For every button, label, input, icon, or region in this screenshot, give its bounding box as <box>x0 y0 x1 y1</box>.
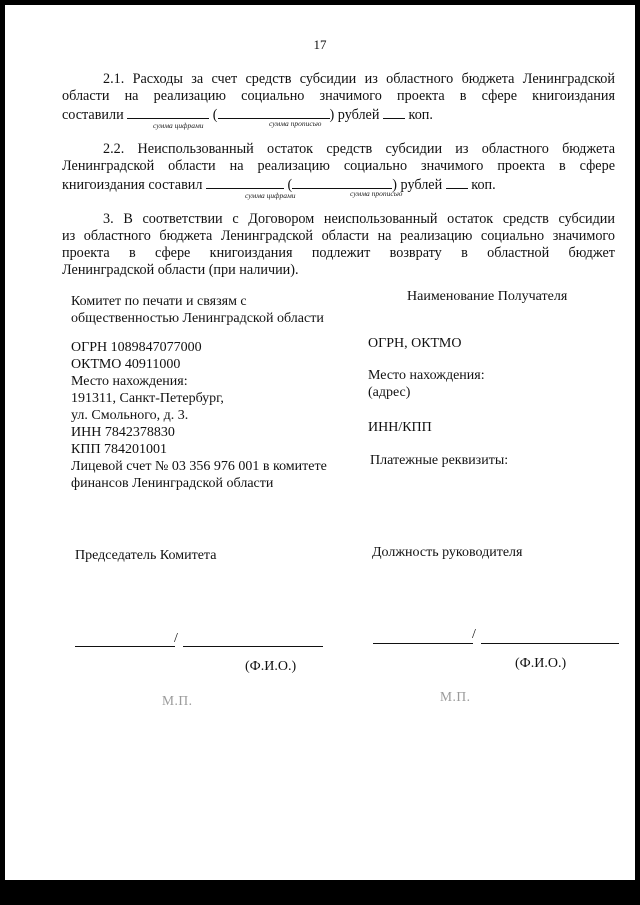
left-oktmo: ОКТМО 40911000 <box>71 357 181 372</box>
sum-digits-field[interactable] <box>206 175 284 189</box>
section-2-2-prefix: книгоиздания составил <box>62 177 203 193</box>
left-stamp-placeholder: М.П. <box>162 693 193 708</box>
caption-sum-words: сумма прописью <box>350 189 403 198</box>
left-address-line-1: 191311, Санкт-Петербург, <box>71 391 224 406</box>
section-2-1-line-2: области на реализацию социально значимого проекта в сфере книгоиздания <box>62 88 615 104</box>
right-signature-slash: / <box>472 627 476 642</box>
kopecks-field[interactable] <box>446 175 468 189</box>
caption-sum-words: сумма прописью <box>269 119 322 128</box>
right-inn-kpp: ИНН/КПП <box>368 420 432 435</box>
left-kpp: КПП 784201001 <box>71 442 168 457</box>
caption-sum-digits: сумма цифрами <box>153 121 204 130</box>
left-account-line-2: финансов Ленинградской области <box>71 476 274 491</box>
paren-close: ) <box>329 107 335 123</box>
rubles-label: рублей <box>400 177 443 193</box>
right-fio-line[interactable] <box>481 643 619 644</box>
left-fio-caption: (Ф.И.О.) <box>245 659 297 674</box>
paren-open: ( <box>212 107 218 123</box>
left-party-name-line-1: Комитет по печати и связям с <box>71 294 247 309</box>
right-location-label: Место нахождения: <box>368 368 485 383</box>
right-stamp-placeholder: М.П. <box>440 689 471 704</box>
sum-words-field[interactable] <box>218 105 330 119</box>
section-2-2-line-1: 2.2. Неиспользованный остаток средств субсидии из областного бюджета <box>103 141 615 157</box>
page-number: 17 <box>313 37 327 52</box>
section-2-1-line-1: 2.1. Расходы за счет средств субсидии из областного бюджета Ленинградской <box>103 71 615 87</box>
section-3-line-4: Ленинградской области (при наличии). <box>62 262 299 278</box>
section-2-1-prefix: составили <box>62 107 124 123</box>
left-fio-line[interactable] <box>183 646 323 647</box>
rubles-label: рублей <box>337 107 380 123</box>
section-3-line-3: проекта в сфере книгоиздания подлежит возврату в областной бюджет <box>62 245 615 261</box>
right-address: (адрес) <box>368 385 411 400</box>
kopecks-label: коп. <box>471 177 496 193</box>
right-fio-caption: (Ф.И.О.) <box>515 656 567 671</box>
left-party-name-line-2: общественностью Ленинградской области <box>71 311 324 326</box>
section-2-2-line-2: Ленинградской области на реализацию социально значимого проекта в сфере <box>62 158 615 174</box>
left-signature-line[interactable] <box>75 646 175 647</box>
kopecks-field[interactable] <box>383 105 405 119</box>
right-party-name: Наименование Получателя <box>407 289 568 304</box>
section-2-1-line-3 <box>62 105 433 124</box>
document-page <box>5 5 635 880</box>
caption-sum-digits: сумма цифрами <box>245 191 296 200</box>
left-address-line-2: ул. Смольного, д. 3. <box>71 408 189 423</box>
left-signatory-title: Председатель Комитета <box>75 548 217 563</box>
right-ogrn-oktmo: ОГРН, ОКТМО <box>368 336 462 351</box>
left-signature-slash: / <box>174 631 178 646</box>
paren-close: ) <box>392 177 397 193</box>
kopecks-label: коп. <box>408 107 433 123</box>
right-signature-line[interactable] <box>373 643 473 644</box>
sum-words-field[interactable] <box>292 175 392 189</box>
sum-digits-field[interactable] <box>127 105 209 119</box>
left-ogrn: ОГРН 1089847077000 <box>71 340 202 355</box>
section-3-line-1: 3. В соответствии с Договором неиспользованный остаток средств субсидии <box>103 211 615 227</box>
paren-open: ( <box>287 177 293 193</box>
left-location-label: Место нахождения: <box>71 374 188 389</box>
left-inn: ИНН 7842378830 <box>71 425 175 440</box>
section-3-line-2: из областного бюджета Ленинградской области на реализацию социально значимого <box>62 228 615 244</box>
right-payment-details: Платежные реквизиты: <box>370 453 509 468</box>
right-signatory-title: Должность руководителя <box>372 545 523 560</box>
left-account-line-1: Лицевой счет № 03 356 976 001 в комитете <box>71 459 327 474</box>
